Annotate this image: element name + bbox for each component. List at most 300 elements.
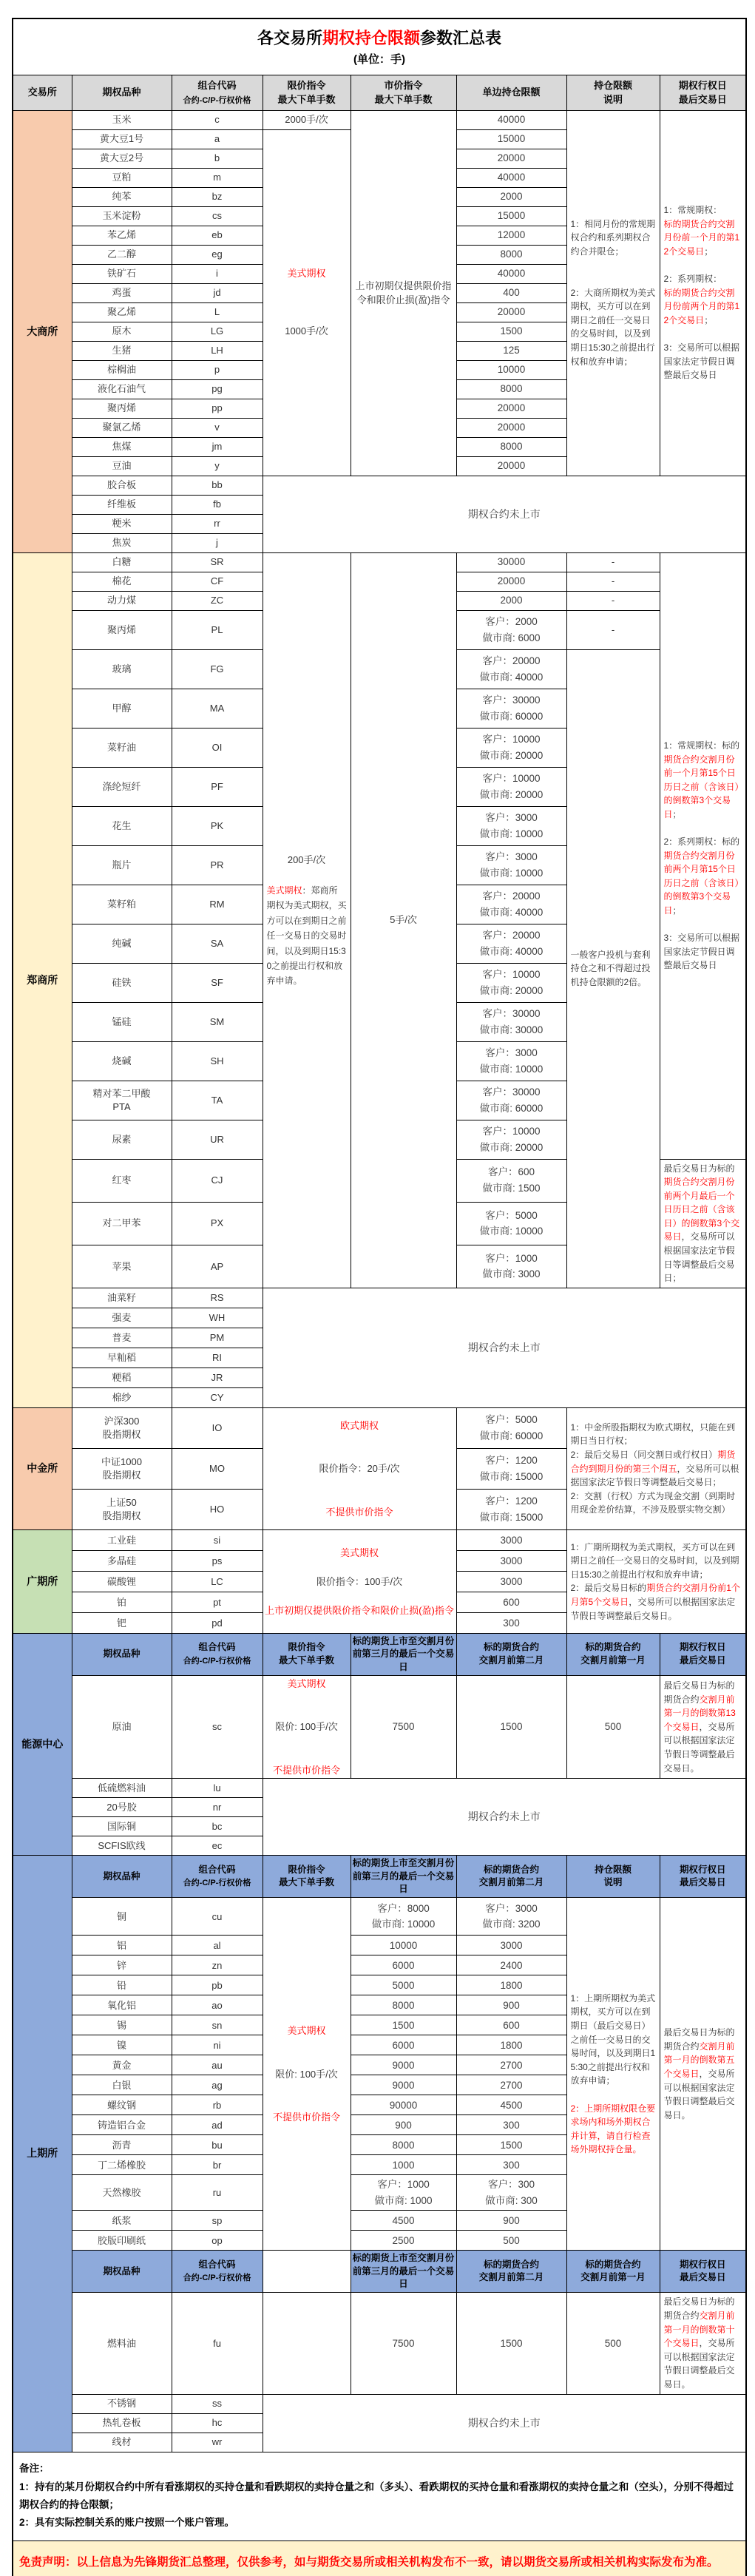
- code-cell: [172, 1571, 263, 1592]
- text: 棉花: [112, 575, 132, 587]
- text: 200手/次: [287, 853, 326, 865]
- text: 原木: [112, 325, 132, 337]
- limit-value-cell: [456, 226, 566, 245]
- product-cell: [72, 2413, 172, 2433]
- table-row: [13, 2540, 746, 2576]
- text: 铂: [116, 1596, 126, 1608]
- exchange-label-gfex: [13, 1529, 72, 1633]
- text: 最后交易日为标的期货合约: [663, 2027, 735, 2052]
- text: 最后交易日: [680, 1654, 726, 1666]
- text: 铅: [116, 1979, 126, 1991]
- text: bc: [211, 1821, 223, 1833]
- text: 8000: [392, 2139, 415, 2151]
- header-combo-code: [172, 2251, 263, 2293]
- code-cell: [172, 1592, 263, 1612]
- header-limit-desc: [566, 75, 660, 110]
- header-tier1: [351, 1633, 456, 1675]
- text: 菜籽油: [106, 741, 136, 753]
- limit-value-cell: [351, 1675, 456, 1779]
- text: 客户：10000: [482, 968, 541, 980]
- text: 7500: [392, 1721, 415, 1733]
- text: 参数汇总表: [420, 28, 502, 47]
- text: 客户：30000: [482, 1086, 541, 1098]
- product-cell: [72, 1798, 172, 1817]
- product-cell: [72, 110, 172, 129]
- header-limit-order: [263, 1633, 351, 1675]
- table-row: [13, 2452, 746, 2540]
- text: 2：系列期权：标的: [663, 836, 740, 848]
- text: 做市商: 60000: [479, 1102, 544, 1114]
- text: 合约-C/P-行权价格: [183, 96, 251, 105]
- text: 1：上期所期权为美式期权，买方可以在到期日（最后交易日）之前任一交易日的交易时间，以及到期日15:30之前提出行权和放弃申请；: [570, 1992, 656, 2086]
- text: 客户：3000: [485, 811, 538, 823]
- product-cell: [72, 2135, 172, 2155]
- text: 液化石油气: [97, 383, 146, 395]
- text: RI: [212, 1352, 222, 1364]
- text: 玻璃: [112, 663, 132, 675]
- text: RM: [209, 898, 225, 910]
- text: bu: [211, 2139, 223, 2151]
- code-cell: [172, 322, 263, 341]
- product-cell: [72, 2433, 172, 2452]
- text: 组合代码: [198, 1864, 236, 1875]
- product-cell: [72, 1081, 172, 1120]
- code-cell: [172, 845, 263, 885]
- text: pd: [211, 1617, 223, 1629]
- text: 白银: [112, 2079, 132, 2091]
- text: 20000: [497, 575, 526, 587]
- text: 郑商所: [27, 973, 58, 986]
- text: LH: [211, 345, 223, 356]
- product-cell: [72, 2394, 172, 2413]
- limit-value-cell: [456, 591, 566, 610]
- product-cell: [72, 1288, 172, 1308]
- text: 3000: [500, 1534, 523, 1546]
- code-cell: [172, 418, 263, 437]
- text: 1000手/次: [285, 325, 328, 337]
- text: 合约-C/P-行权价格: [183, 2274, 251, 2283]
- text: 纯碱: [112, 937, 132, 949]
- text: 做市商: 40000: [479, 671, 544, 683]
- limit-value-cell: [456, 924, 566, 963]
- product-cell: [72, 1387, 172, 1407]
- header-limit-order: [263, 75, 351, 110]
- cffex-note: [566, 1407, 746, 1529]
- text: 丁二烯橡胶: [97, 2159, 146, 2171]
- text: 上市初期仅提供限价指令和限价止损(盈)指令: [265, 1604, 454, 1616]
- product-cell: [72, 322, 172, 341]
- text: 棉纱: [112, 1392, 132, 1404]
- code-cell: [172, 1002, 263, 1041]
- product-cell: [72, 1675, 172, 1779]
- text: 做市商: 3200: [482, 1919, 541, 1930]
- code-cell: [172, 533, 263, 552]
- code-cell: [172, 806, 263, 845]
- text: 1800: [500, 2039, 523, 2051]
- limit-value-cell: [456, 2231, 566, 2251]
- text: 900: [395, 2119, 412, 2131]
- text: 15000: [497, 210, 526, 222]
- text: 做市商: 30000: [479, 1024, 544, 1035]
- table-row: [13, 2251, 746, 2293]
- limit-value-cell: [456, 399, 566, 418]
- text: TA: [211, 1094, 223, 1106]
- code-cell: [172, 2293, 263, 2394]
- text: 沥青: [112, 2139, 132, 2151]
- text: 期权行权日: [680, 1864, 726, 1875]
- text: 美式期权: [287, 268, 326, 280]
- text: 做市商: 300: [485, 2194, 538, 2206]
- text: 300: [503, 2159, 520, 2171]
- text: 2700: [500, 2059, 523, 2071]
- limit-value-cell: [456, 2035, 566, 2055]
- text: 最后交易日为标的期货合约: [663, 1680, 735, 1705]
- product-cell: [72, 2231, 172, 2251]
- czce-lastday-note-others: [660, 1159, 746, 1288]
- code-cell: [172, 1898, 263, 1936]
- limit-value-cell: [456, 1159, 566, 1202]
- text: 棕榈油: [106, 364, 136, 376]
- text: 免责声明：以上信息为先锋期货汇总整理，仅供参考，如与期货交易所或相关机构发布不一致，请以期货交易所或相关机构实际发布为准。: [19, 2556, 719, 2569]
- text: 涤纶短纤: [102, 780, 141, 792]
- limit-value-cell: [456, 1675, 566, 1779]
- text: 300: [503, 1617, 520, 1629]
- text: 600: [503, 1596, 520, 1608]
- text: 2：最后交易日标的: [570, 1583, 647, 1594]
- shfe-lastday-note: [660, 1898, 746, 2251]
- text: 镍: [116, 2039, 126, 2051]
- shfe-limit-desc: [566, 1898, 660, 2251]
- product-cell: [72, 1779, 172, 1798]
- table-row: [13, 18, 746, 75]
- limit-value-cell: [351, 2175, 456, 2211]
- text: cu: [211, 1910, 223, 1922]
- text: 花生: [112, 819, 132, 831]
- limit-value-cell: [351, 2115, 456, 2135]
- code-cell: [172, 2095, 263, 2115]
- limit-value-cell: [351, 1936, 456, 1955]
- product-cell: [72, 514, 172, 533]
- product-cell: [72, 2075, 172, 2095]
- product-cell: [72, 226, 172, 245]
- header-product: [72, 75, 172, 110]
- text: 油菜籽: [106, 1292, 136, 1304]
- code-cell: [172, 341, 263, 360]
- product-cell: [72, 1202, 172, 1245]
- text: 1500: [500, 2337, 523, 2349]
- limit-order-cell: [263, 110, 351, 129]
- code-cell: [172, 591, 263, 610]
- text: 大商所: [27, 325, 58, 337]
- text: 纸浆: [112, 2214, 132, 2226]
- limit-value-cell: [456, 1550, 566, 1571]
- code-cell: [172, 399, 263, 418]
- text: 1500: [500, 1721, 523, 1733]
- text: lu: [213, 1782, 221, 1794]
- limit-desc-cell: [566, 552, 660, 572]
- text: L: [214, 306, 220, 318]
- text: 热轧卷板: [102, 2417, 141, 2429]
- code-cell: [172, 1836, 263, 1856]
- text: 标的期货上市至交割月份前第三月的最后一个交易日: [352, 2253, 455, 2290]
- text: 标的期货合约: [483, 2259, 539, 2270]
- text: 9000: [392, 2079, 415, 2091]
- text: au: [211, 2059, 223, 2071]
- text: -: [611, 556, 615, 568]
- text: 纤维板: [106, 498, 136, 510]
- text: 客户：5000: [485, 1414, 538, 1426]
- text: OI: [211, 741, 223, 753]
- text: 美式期权: [287, 1677, 326, 1689]
- text: ao: [211, 1999, 223, 2011]
- text: 做市商: 1000: [374, 2194, 433, 2206]
- text: jd: [213, 287, 221, 299]
- text: sn: [211, 2019, 223, 2031]
- text: 持仓限额: [594, 1864, 632, 1875]
- product-cell: [72, 168, 172, 187]
- code-cell: [172, 187, 263, 206]
- exchange-label-shfe: [13, 1856, 72, 2452]
- product-cell: [72, 2015, 172, 2035]
- text: 铝: [116, 1939, 126, 1951]
- code-cell: [172, 2211, 263, 2231]
- text: IO: [211, 1422, 223, 1434]
- text: y: [214, 460, 220, 472]
- text: eg: [211, 249, 223, 260]
- text: 期权品种: [103, 1649, 140, 1660]
- code-cell: [172, 924, 263, 963]
- text: 做市商: 3000: [482, 1268, 541, 1280]
- text: 聚丙烯: [106, 623, 136, 635]
- text: 300: [503, 2119, 520, 2131]
- code-cell: [172, 1041, 263, 1081]
- text: MO: [209, 1463, 225, 1475]
- text: 400: [503, 287, 520, 299]
- product-cell: [72, 963, 172, 1002]
- text: 做市商: 20000: [479, 788, 544, 800]
- limit-value-cell: [456, 1202, 566, 1245]
- product-cell: [72, 1936, 172, 1955]
- limit-value-cell: [456, 1489, 566, 1529]
- product-cell: [72, 2155, 172, 2175]
- unlisted-note: [263, 476, 746, 552]
- text: 最后交易日: [680, 2272, 726, 2283]
- text: 6000: [392, 2039, 415, 2051]
- text: 交割月前第一月的倒数第五个交易日: [663, 2041, 735, 2080]
- text: 组合代码: [198, 1642, 236, 1653]
- code-cell: [172, 1550, 263, 1571]
- text: UR: [210, 1133, 224, 1145]
- text: AP: [210, 1260, 224, 1272]
- text: ，交易所可以根据国家法定节假日调整最后交易日。: [663, 2069, 735, 2120]
- text: 工业硅: [106, 1534, 136, 1546]
- text: 客户：5000: [485, 1209, 538, 1221]
- limit-value-cell: [456, 728, 566, 767]
- code-cell: [172, 1489, 263, 1529]
- text: ss: [212, 2398, 222, 2410]
- text: bz: [211, 191, 223, 203]
- text: ad: [211, 2119, 223, 2131]
- text: 黄大豆1号: [99, 133, 144, 145]
- code-cell: [172, 1328, 263, 1348]
- text: 股指期权: [102, 1469, 141, 1481]
- product-cell: [72, 845, 172, 885]
- text: ZC: [210, 595, 224, 606]
- text: PX: [210, 1217, 224, 1229]
- limit-value-cell: [456, 1529, 566, 1550]
- exchange-label-cffex: [13, 1407, 72, 1529]
- limit-value-cell: [456, 1081, 566, 1120]
- code-cell: [172, 728, 263, 767]
- text: 聚氯乙烯: [102, 422, 141, 433]
- text: 做市商: 15000: [479, 1470, 544, 1482]
- text: 20000: [497, 402, 526, 414]
- text: 螺纹钢: [106, 2099, 136, 2111]
- header-combo-code: [172, 75, 263, 110]
- product-cell: [72, 1159, 172, 1202]
- text: SCFIS欧线: [98, 1840, 146, 1852]
- text: HO: [209, 1504, 225, 1515]
- limit-value-cell: [456, 264, 566, 283]
- text: -: [611, 623, 615, 635]
- text: 纯苯: [112, 191, 132, 203]
- text: 20000: [497, 422, 526, 433]
- limit-value-cell: [456, 168, 566, 187]
- exchange-label-ine: [13, 1633, 72, 1856]
- text: al: [213, 1939, 221, 1951]
- table-row: [13, 1856, 746, 1898]
- text: 不提供市价指令: [272, 1764, 340, 1776]
- product-cell: [72, 495, 172, 514]
- limit-value-cell: [456, 1120, 566, 1159]
- text: 客户：20000: [482, 890, 541, 902]
- code-cell: [172, 2115, 263, 2135]
- text: CJ: [211, 1174, 223, 1186]
- limit-value-cell: [456, 1898, 566, 1936]
- text: 粳米: [112, 518, 132, 530]
- code-cell: [172, 1308, 263, 1328]
- text: 红枣: [112, 1174, 132, 1186]
- text: 期权品种: [102, 87, 141, 98]
- text: 玉米淀粉: [102, 210, 141, 222]
- text: 标的期货上市至交割月份前第三月的最后一个交易日: [352, 1858, 455, 1895]
- code-cell: [172, 1936, 263, 1955]
- product-cell: [72, 2095, 172, 2115]
- text: 说明: [603, 1877, 623, 1888]
- text: 各交易所: [257, 28, 323, 47]
- code-cell: [172, 283, 263, 302]
- text: 3：交易所可以根据国家法定节假日调整最后交易日: [663, 933, 740, 971]
- text: 锰硅: [112, 1015, 132, 1027]
- text: 苯乙烯: [106, 229, 136, 241]
- text: 低硫燃料油: [97, 1782, 146, 1794]
- text: 乙二醇: [106, 249, 136, 260]
- product-cell: [72, 649, 172, 689]
- text: 交割月前第一月: [580, 1654, 646, 1666]
- code-cell: [172, 2175, 263, 2211]
- text: 标的期货合约: [483, 1864, 539, 1875]
- product-cell: [72, 187, 172, 206]
- text: 8000: [500, 441, 523, 453]
- text: pb: [211, 1979, 223, 1991]
- text: 不锈钢: [106, 2398, 136, 2410]
- text: 燃料油: [106, 2337, 136, 2349]
- code-cell: [172, 437, 263, 456]
- code-cell: [172, 302, 263, 322]
- text: 9000: [392, 2059, 415, 2071]
- text: 500: [604, 2337, 622, 2349]
- code-cell: [172, 514, 263, 533]
- text: 最后交易日为标的期货合约: [663, 2296, 735, 2321]
- text: 做市商: 10000: [479, 1226, 544, 1237]
- text: (单位：手): [353, 53, 406, 66]
- text: zn: [211, 1959, 223, 1971]
- text: 期权品种: [103, 1870, 140, 1882]
- text: 早籼稻: [106, 1352, 136, 1364]
- product-cell: [72, 591, 172, 610]
- text: JR: [211, 1372, 223, 1384]
- limit-value-cell: [351, 2155, 456, 2175]
- product-cell: [72, 206, 172, 226]
- limit-value-cell: [456, 2055, 566, 2075]
- code-cell: [172, 1159, 263, 1202]
- text: 钯: [116, 1617, 126, 1629]
- text: CF: [210, 575, 224, 587]
- limit-value-cell: [456, 110, 566, 129]
- text: 期权行权日: [678, 79, 727, 91]
- code-cell: [172, 2035, 263, 2055]
- text: 15000: [497, 133, 526, 145]
- code-cell: [172, 649, 263, 689]
- limit-value-cell: [456, 1936, 566, 1955]
- text: 焦煤: [112, 441, 132, 453]
- text: ag: [211, 2079, 223, 2091]
- code-cell: [172, 1387, 263, 1407]
- text: 客户：30000: [482, 694, 541, 706]
- text: 最大下单手数: [374, 94, 433, 105]
- product-cell: [72, 1836, 172, 1856]
- text: ps: [211, 1555, 223, 1566]
- product-cell: [72, 1898, 172, 1936]
- text: 期权品种: [103, 2265, 140, 2276]
- text: 10000: [497, 364, 526, 376]
- text: 做市商: 1500: [482, 1183, 541, 1194]
- text: 鸡蛋: [112, 287, 132, 299]
- text: 20000: [497, 460, 526, 472]
- text: v: [214, 422, 220, 433]
- limit-value-cell: [456, 649, 566, 689]
- text: 黄金: [112, 2059, 132, 2071]
- text: 500: [604, 1721, 622, 1733]
- text: 做市商: 20000: [479, 749, 544, 761]
- gfex-note: [566, 1529, 746, 1633]
- text: 125: [503, 345, 520, 356]
- text: 客户：300: [487, 2179, 535, 2191]
- text: WH: [209, 1312, 226, 1324]
- product-cell: [72, 552, 172, 572]
- product-cell: [72, 437, 172, 456]
- text: 7500: [392, 2337, 415, 2349]
- code-cell: [172, 2433, 263, 2452]
- table-row: [13, 110, 746, 129]
- table-title: [13, 18, 746, 75]
- text: MA: [209, 702, 225, 714]
- code-cell: [172, 495, 263, 514]
- text: LC: [211, 1575, 223, 1587]
- text: 交割月前第一月的倒数第13个交易日: [663, 1694, 736, 1732]
- limit-value-cell: [566, 1675, 660, 1779]
- text: PK: [210, 819, 224, 831]
